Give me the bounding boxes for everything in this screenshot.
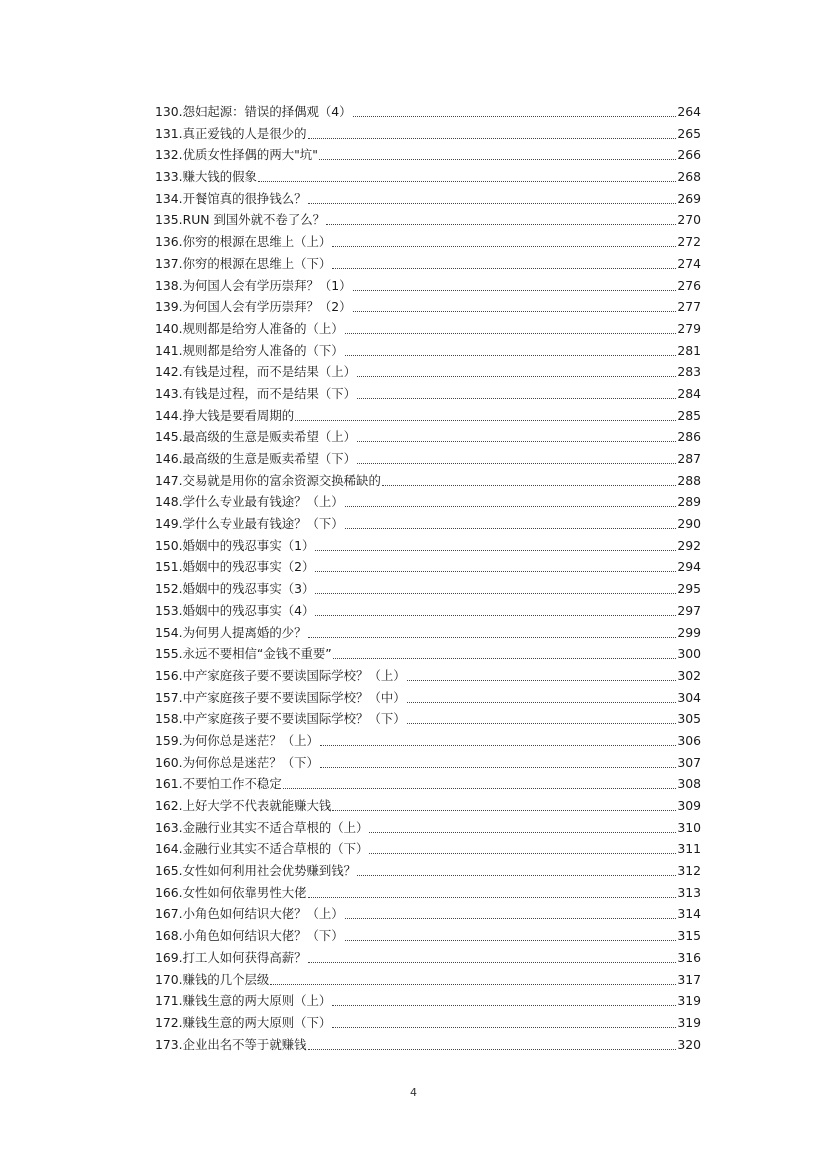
toc-entry-page: 300 (677, 646, 701, 662)
toc-entry[interactable] (155, 426, 701, 448)
dot-leader (382, 473, 677, 486)
toc-entry-title: 155.永远不要相信“金钱不重要” (155, 646, 332, 662)
toc-entry-title: 157.中产家庭孩子要不要读国际学校？（中） (155, 689, 406, 705)
toc-entry-title: 141.规则都是给穷人准备的（下） (155, 342, 344, 358)
toc-entry-page: 284 (677, 385, 701, 401)
toc-entry-title: 137.你穷的根源在思维上（下） (155, 255, 332, 271)
toc-entry[interactable] (155, 296, 701, 318)
dot-leader (320, 755, 676, 768)
dot-leader (407, 690, 677, 703)
dot-leader (308, 191, 677, 204)
dot-leader (332, 993, 676, 1006)
toc-entry-title: 134.开餐馆真的很挣钱么？ (155, 190, 307, 206)
dot-leader (295, 408, 676, 421)
toc-entry[interactable] (155, 990, 701, 1012)
dot-leader (326, 212, 676, 225)
toc-entry-title: 160.为何你总是迷茫？（下） (155, 754, 319, 770)
toc-entry-page: 287 (677, 451, 701, 466)
toc-entry-title: 171.赚钱生意的两大原则（上） (155, 993, 332, 1009)
toc-entry-page: 295 (677, 581, 701, 597)
page-number: 4 (410, 1086, 417, 1099)
toc-entry[interactable] (155, 860, 701, 882)
toc-entry[interactable] (155, 166, 701, 188)
toc-entry-title: 172.赚钱生意的两大原则（下） (155, 1014, 332, 1030)
toc-entry[interactable] (155, 578, 701, 600)
toc-entry-page: 319 (677, 1014, 701, 1030)
toc-entry[interactable] (155, 795, 701, 817)
toc-entry[interactable] (155, 448, 701, 470)
dot-leader (345, 494, 677, 507)
toc-entry[interactable] (155, 405, 701, 427)
dot-leader (345, 516, 677, 529)
toc-entry-page: 268 (677, 169, 701, 185)
toc-entry-title: 143.有钱是过程，而不是结果（下） (155, 385, 357, 401)
toc-entry[interactable] (155, 752, 701, 774)
dot-leader (308, 625, 677, 638)
toc-entry-page: 309 (677, 798, 701, 813)
toc-entry-title: 133.赚大钱的假象 (155, 169, 257, 185)
toc-entry-title: 153.婚姻中的残忍事实（4） (155, 602, 315, 618)
toc-entry-page: 304 (677, 689, 701, 705)
toc-entry-title: 149.学什么专业最有钱途？（下） (155, 516, 344, 532)
toc-entry-title: 138.为何国人会有学历崇拜？（1） (155, 277, 352, 293)
toc-entry-title: 156.中产家庭孩子要不要读国际学校？（上） (155, 667, 406, 683)
toc-entry[interactable] (155, 361, 701, 383)
toc-entry-page: 270 (677, 212, 701, 228)
dot-leader (332, 234, 676, 247)
toc-entry[interactable] (155, 1012, 701, 1034)
toc-entry-title: 136.你穷的根源在思维上（上） (155, 234, 332, 250)
toc-entry[interactable] (155, 340, 701, 362)
toc-entry-page: 266 (677, 147, 701, 163)
toc-entry-title: 152.婚姻中的残忍事实（3） (155, 581, 315, 597)
toc-entry-title: 167.小角色如何结识大佬？（上） (155, 906, 344, 922)
dot-leader (308, 950, 677, 963)
dot-leader (308, 1037, 677, 1050)
dot-leader (333, 646, 677, 659)
toc-entry-title: 164.金融行业其实不适合草根的（下） (155, 841, 369, 857)
toc-entry-page: 307 (677, 754, 701, 770)
toc-entry[interactable] (155, 470, 701, 492)
toc-entry[interactable] (155, 947, 701, 969)
toc-entry[interactable] (155, 882, 701, 904)
toc-entry[interactable] (155, 687, 701, 709)
toc-entry-title: 173.企业出名不等于就赚钱 (155, 1036, 307, 1052)
dot-leader (332, 256, 676, 269)
toc-entry-title: 140.规则都是给穷人准备的（上） (155, 320, 344, 336)
toc-entry-title: 132.优质女性择偶的两大"坑" (155, 147, 318, 163)
toc-entry-title: 148.学什么专业最有钱途？（上） (155, 494, 344, 510)
toc-entry[interactable] (155, 123, 701, 145)
toc-entry-title: 135.RUN 到国外就不卷了么？ (155, 212, 325, 228)
dot-leader (345, 321, 677, 334)
toc-entry-title: 142.有钱是过程，而不是结果（上） (155, 364, 357, 380)
toc-entry-title: 145.最高级的生意是贩卖希望（上） (155, 429, 357, 445)
toc-entry-page: 305 (677, 711, 701, 727)
toc-entry[interactable] (155, 383, 701, 405)
toc-entry-page: 299 (677, 624, 701, 640)
toc-entry[interactable] (155, 144, 701, 166)
toc-entry[interactable] (155, 556, 701, 578)
dot-leader (357, 429, 676, 442)
toc-entry[interactable] (155, 253, 701, 275)
dot-leader (308, 126, 677, 139)
dot-leader (315, 538, 676, 551)
dot-leader (332, 1015, 676, 1028)
toc-entry-title: 139.为何国人会有学历崇拜？（2） (155, 299, 352, 315)
toc-entry-page: 277 (677, 299, 701, 315)
toc-entry[interactable] (155, 838, 701, 860)
toc-entry-page: 289 (677, 494, 701, 510)
toc-entry[interactable] (155, 231, 701, 253)
toc-entry-page: 274 (677, 255, 701, 271)
dot-leader (283, 776, 677, 789)
toc-entry-page: 316 (677, 949, 701, 965)
toc-entry-page: 319 (677, 993, 701, 1009)
toc-entry-page: 320 (677, 1036, 701, 1052)
toc-entry-page: 311 (677, 841, 701, 857)
dot-leader (315, 581, 676, 594)
dot-leader (320, 733, 676, 746)
toc-entry[interactable] (155, 665, 701, 687)
toc-entry-title: 146.最高级的生意是贩卖希望（下） (155, 451, 357, 466)
dot-leader (357, 451, 676, 464)
toc-entry[interactable] (155, 903, 701, 925)
dot-leader (407, 668, 677, 681)
toc-entry-page: 285 (677, 407, 701, 423)
toc-entry[interactable] (155, 708, 701, 730)
toc-entry[interactable] (155, 318, 701, 340)
toc-entry-title: 166.女性如何依靠男性大佬 (155, 884, 307, 900)
toc-entry-page: 286 (677, 429, 701, 445)
dot-leader (308, 885, 677, 898)
toc-entry[interactable] (155, 925, 701, 947)
toc-entry[interactable] (155, 188, 701, 210)
toc-entry[interactable] (155, 817, 701, 839)
dot-leader (369, 841, 676, 854)
toc-entry-title: 159.为何你总是迷茫？（上） (155, 732, 319, 748)
toc-entry[interactable] (155, 101, 701, 123)
toc-entry-page: 302 (677, 667, 701, 683)
toc-entry-page: 283 (677, 364, 701, 380)
dot-leader (315, 559, 676, 572)
dot-leader (369, 820, 676, 833)
toc-entry-page: 290 (677, 516, 701, 532)
toc-entry-page: 264 (677, 104, 701, 119)
toc-entry-title: 150.婚姻中的残忍事实（1） (155, 537, 315, 553)
toc-entry-page: 279 (677, 320, 701, 336)
toc-entry-title: 163.金融行业其实不适合草根的（上） (155, 819, 369, 835)
toc-entry[interactable] (155, 969, 701, 991)
toc-entry-title: 170.赚钱的几个层级 (155, 971, 270, 987)
toc-entry[interactable] (155, 209, 701, 231)
toc-entry[interactable] (155, 773, 701, 795)
dot-leader (345, 928, 677, 941)
dot-leader (270, 972, 676, 985)
dot-leader (353, 104, 677, 117)
dot-leader (353, 278, 677, 291)
toc-entry-page: 314 (677, 906, 701, 922)
toc-entry-page: 294 (677, 559, 701, 575)
toc-entry-title: 168.小角色如何结识大佬？（下） (155, 928, 344, 944)
toc-entry-page: 281 (677, 342, 701, 358)
toc-entry[interactable] (155, 730, 701, 752)
toc-entry-title: 165.女性如何利用社会优势赚到钱？ (155, 863, 357, 879)
toc-entry-page: 272 (677, 234, 701, 250)
table-of-contents (155, 101, 701, 1055)
dot-leader (407, 711, 677, 724)
toc-entry-title: 131.真正爱钱的人是很少的 (155, 125, 307, 141)
dot-leader (319, 147, 676, 160)
toc-entry-page: 269 (677, 190, 701, 206)
toc-entry-title: 130.怨妇起源：错误的择偶观（4） (155, 104, 352, 119)
toc-entry-page: 312 (677, 863, 701, 879)
toc-entry[interactable] (155, 513, 701, 535)
toc-entry[interactable] (155, 535, 701, 557)
dot-leader (345, 906, 677, 919)
toc-entry-page: 292 (677, 537, 701, 553)
toc-entry-title: 144.挣大钱是要看周期的 (155, 407, 295, 423)
toc-entry-page: 276 (677, 277, 701, 293)
toc-entry-page: 313 (677, 884, 701, 900)
dot-leader (315, 603, 676, 616)
toc-entry[interactable] (155, 600, 701, 622)
toc-entry-title: 158.中产家庭孩子要不要读国际学校？（下） (155, 711, 406, 727)
dot-leader (357, 863, 676, 876)
toc-entry-page: 265 (677, 125, 701, 141)
dot-leader (357, 364, 676, 377)
toc-entry-title: 151.婚姻中的残忍事实（2） (155, 559, 315, 575)
dot-leader (332, 798, 676, 811)
toc-entry-page: 310 (677, 819, 701, 835)
toc-entry-page: 297 (677, 602, 701, 618)
toc-entry[interactable] (155, 622, 701, 644)
toc-entry-title: 161.不要怕工作不稳定 (155, 776, 282, 792)
toc-entry-title: 154.为何男人提离婚的少？ (155, 624, 307, 640)
toc-entry[interactable] (155, 275, 701, 297)
toc-entry-page: 308 (677, 776, 701, 792)
toc-entry-title: 147.交易就是用你的富余资源交换稀缺的 (155, 472, 381, 488)
toc-entry-title: 162.上好大学不代表就能赚大钱 (155, 798, 332, 813)
toc-entry-title: 169.打工人如何获得高薪？ (155, 949, 307, 965)
toc-entry-page: 315 (677, 928, 701, 944)
toc-entry[interactable] (155, 643, 701, 665)
toc-entry-page: 306 (677, 732, 701, 748)
dot-leader (345, 343, 677, 356)
toc-entry-page: 317 (677, 971, 701, 987)
toc-entry-page: 288 (677, 472, 701, 488)
toc-entry[interactable] (155, 491, 701, 513)
dot-leader (258, 169, 676, 182)
dot-leader (357, 386, 676, 399)
dot-leader (353, 299, 677, 312)
toc-entry[interactable] (155, 1034, 701, 1056)
